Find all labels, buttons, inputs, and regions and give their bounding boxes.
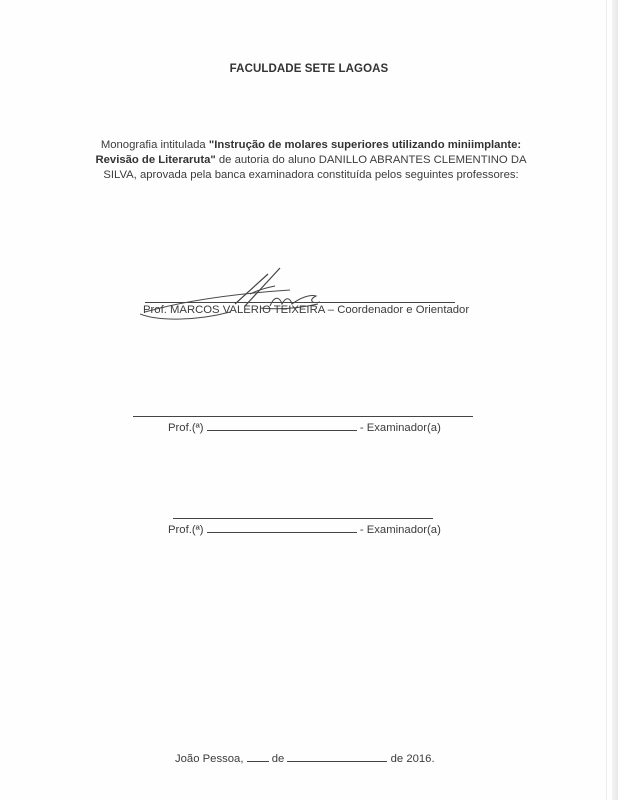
scan-edge-line (606, 0, 607, 800)
de-1: de (271, 753, 285, 765)
city: João Pessoa, (175, 753, 244, 765)
examiner-1 (168, 420, 441, 434)
signatory-1: Prof. MARCOS VALERIO TEIXEIRA – Coordenador e Orientador (143, 304, 470, 316)
signature-line-1 (145, 302, 455, 303)
examiner-1-prefix: Prof.(ª) (168, 422, 204, 434)
examiner-2-name-blank[interactable] (207, 522, 357, 533)
examiner-2-role: - Examinador(a) (359, 524, 441, 536)
date-line (175, 751, 435, 765)
examiner-2-prefix: Prof.(ª) (168, 524, 204, 536)
intro-prefix: Monografia intitulada (100, 139, 209, 151)
month-blank[interactable] (287, 751, 387, 762)
intro-suffix: de autoria do aluno DANILLO ABRANTES CLEMENTINO DA SILVA, aprovada pela banca examinadora constituída pelos seguintes professores: (103, 154, 527, 181)
signature-line-2[interactable] (133, 416, 473, 417)
scan-edge (612, 0, 618, 800)
examiner-1-name-blank[interactable] (207, 420, 357, 431)
day-blank[interactable] (247, 751, 269, 762)
examiner-1-role: - Examinador(a) (359, 422, 441, 434)
signature-line-3[interactable] (173, 518, 433, 519)
examiner-2 (168, 522, 441, 536)
approval-paragraph (88, 138, 534, 183)
institution-heading: FACULDADE SETE LAGOAS (229, 63, 389, 75)
monograph-title: "Instrução de molares superiores utilizando miniimplante: Revisão de Literaruta" (95, 139, 522, 166)
year: de 2016. (390, 753, 435, 765)
